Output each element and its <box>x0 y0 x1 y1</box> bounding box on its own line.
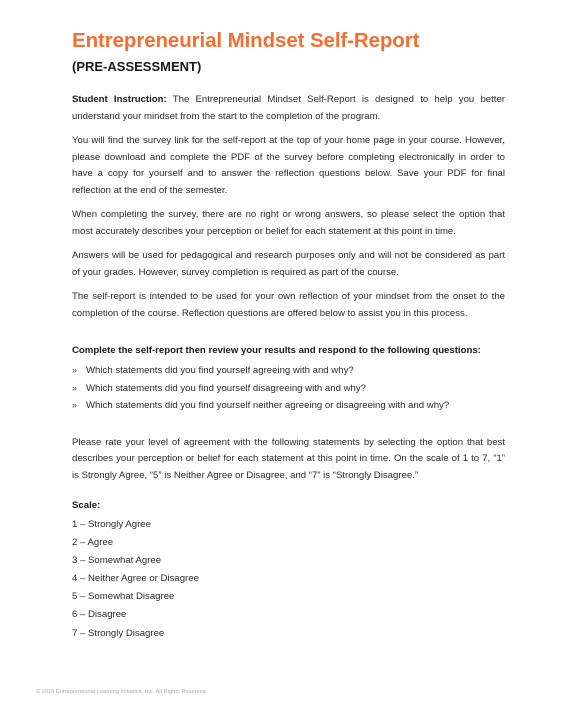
paragraph-answers-usage: Answers will be used for pedagogical and research purposes only and will not be considered as part of your grades. However, survey completion is required as part of the course. <box>72 250 505 278</box>
bullet-icon: » <box>72 382 78 393</box>
student-instruction-label: Student Instruction: <box>72 94 167 105</box>
scale-item: 4 – Neither Agree or Disagree <box>72 573 199 585</box>
page-title: Entrepreneurial Mindset Self-Report <box>72 29 420 52</box>
paragraph-no-right-answers: When completing the survey, there are no right or wrong answers, so please select the option that most accurately describes your perception or belief for each statement at this point in time. <box>72 209 505 237</box>
bullet-icon: » <box>72 365 78 375</box>
student-instruction <box>72 92 505 125</box>
reflection-questions-list <box>72 362 505 415</box>
question-text: Which statements did you find yourself neither agreeing or disagreeing with and why? <box>86 400 450 411</box>
scale-item: 7 – Strongly Disagree <box>72 627 165 639</box>
student-instruction-text: The Entrepreneurial Mindset Self-Report is designed to help you better understand your mindset from the start to the completion of the program. <box>72 94 506 122</box>
list-item <box>72 380 505 398</box>
scale-item: 6 – Disagree <box>72 609 127 621</box>
paragraph-survey-link: You will find the survey link for the self-report at the top of your home page in your course. However, please download and complete the PDF of the survey before completing electronically in order to have a copy for yourself and to answer the reflection questions below. Save your PDF for final reflection at the end of the semester. <box>72 135 505 196</box>
scale-heading: Scale: <box>72 500 101 511</box>
question-text: Which statements did you find yourself disagreeing with and why? <box>86 382 366 394</box>
paragraph-reflection-purpose: The self-report is intended to be used for your own reflection of your mindset from the onset to the completion of the course. Reflection questions are offered below to assist you in this process. <box>72 291 505 319</box>
page-subtitle: (PRE-ASSESSMENT) <box>72 59 202 74</box>
scale-item: 2 – Agree <box>72 537 114 549</box>
copyright-footer: © 2016 Entrepreneurial Learning Initiative, Inc. All Rights Reserved. <box>36 689 208 695</box>
bullet-icon: » <box>72 400 78 410</box>
question-text: Which statements did you find yourself agreeing with and why? <box>86 365 354 376</box>
rating-instruction: Please rate your level of agreement with the following statements by selecting the option that best describes your perception or belief for each statement at this point in time. On the scale of 1 to 7, “1” is Strongly Agree, “5” is Neither Agree or Disagree, and “7” is “Strongly Disagree.” <box>72 436 505 481</box>
scale-item: 3 – Somewhat Agree <box>72 555 162 567</box>
questions-heading: Complete the self-report then review your results and respond to the following questions: <box>72 345 481 356</box>
scale-item: 1 – Strongly Agree <box>72 519 151 530</box>
document-page <box>72 28 505 643</box>
scale-item: 5 – Somewhat Disagree <box>72 591 175 603</box>
scale-list <box>72 516 505 643</box>
list-item <box>72 362 505 380</box>
list-item <box>72 397 505 415</box>
